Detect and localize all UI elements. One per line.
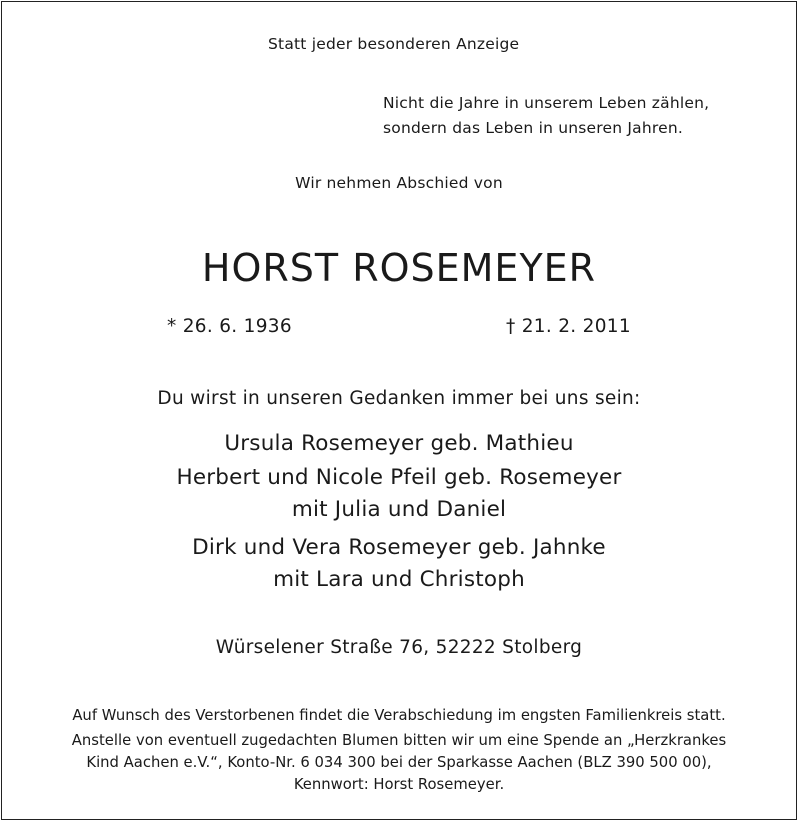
mourner-line: Ursula Rosemeyer geb. Mathieu — [224, 431, 574, 456]
farewell-text: Wir nehmen Abschied von — [295, 174, 503, 192]
quote-line-1: Nicht die Jahre in unserem Leben zählen, — [383, 94, 710, 112]
death-date: † 21. 2. 2011 — [506, 316, 631, 337]
mourner-line: Dirk und Vera Rosemeyer geb. Jahnke — [192, 535, 606, 560]
quote-line-2: sondern das Leben in unseren Jahren. — [383, 119, 684, 137]
mourner-line: mit Julia und Daniel — [291, 497, 507, 522]
mourner-line: Herbert und Nicole Pfeil geb. Rosemeyer — [176, 465, 622, 490]
address: Würselener Straße 76, 52222 Stolberg — [215, 637, 583, 658]
birth-date: * 26. 6. 1936 — [167, 316, 292, 337]
footer-line: Anstelle von eventuell zugedachten Blumen bitten wir um eine Spende an „Herzkrankes — [71, 732, 727, 749]
obituary-card — [1, 1, 797, 820]
intro-text: Statt jeder besonderen Anzeige — [268, 35, 520, 53]
footer-line: Kennwort: Horst Rosemeyer. — [293, 776, 505, 793]
deceased-name: HORST ROSEMEYER — [201, 246, 597, 290]
mourners-intro: Du wirst in unseren Gedanken immer bei uns sein: — [157, 388, 641, 409]
mourner-line: mit Lara und Christoph — [273, 567, 525, 592]
footer-line: Kind Aachen e.V.“, Konto-Nr. 6 034 300 bei der Sparkasse Aachen (BLZ 390 500 00), — [86, 754, 712, 771]
footer-line: Auf Wunsch des Verstorbenen findet die Verabschiedung im engsten Familienkreis statt. — [72, 707, 726, 724]
